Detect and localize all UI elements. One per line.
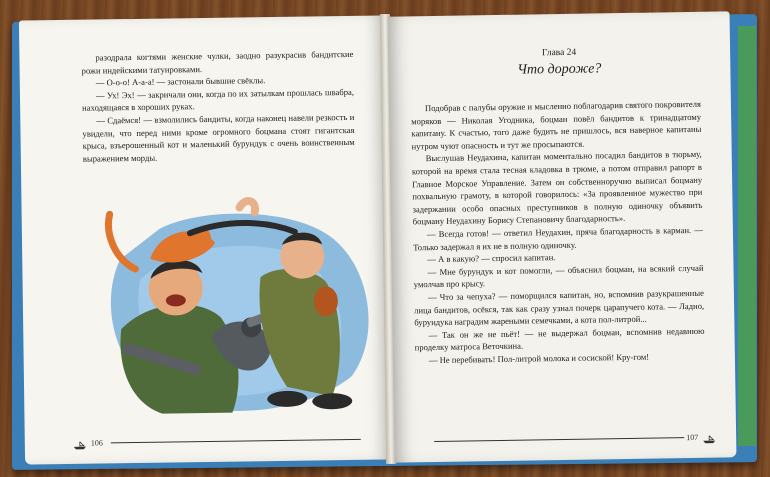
left-page-text	[81, 48, 355, 165]
paragraph: — Так он же не пьёт! — не выдержал боцман, вспомнив недавнюю проделку матроса Веточкина.	[414, 325, 705, 353]
ship-icon	[702, 435, 716, 444]
paragraph: — Ух! Эх! — закричали они, когда по их затылкам прошлась швабра, находящаяся в хороших руках.	[82, 86, 355, 114]
page-number: 106	[90, 438, 103, 448]
right-page	[388, 11, 737, 462]
illustration-bandits	[79, 186, 374, 426]
book-cover-edge	[738, 26, 756, 446]
paragraph: Подобрав с палубы оружие и мысленно поблагодарив святого покровителя моряков — Николая Угодника, боцман повёл бандитов к тринадцатому капитану. К счастью, того даже будить не пришлось, вся наверное капитаны нутром чуют опасность и тут же просыпаются.	[411, 98, 702, 152]
paragraph: — Мне бурундук и кот помогли, — объяснил боцман, на всякий случай умолчав про крысу.	[413, 262, 704, 290]
paragraph: — Что за чепуха? — поморщился капитан, но, вспомнив разукрашенные лица бандитов, осёкся, так как сразу узнал почерк царапучего кота. — Ладно, бурундука наградим жареными семечками, а кота пол-литрой...	[414, 287, 705, 328]
paragraph: — Не перебивать! Пол-литрой молока и сосиской! Кру-гом!	[428, 351, 650, 365]
footer-rule	[111, 439, 361, 443]
left-page	[19, 15, 391, 464]
right-page-text	[411, 98, 705, 367]
paragraph: — Сдаёмся! — взмолились бандиты, когда наконец навели резкость и увидели, что перед ними кроме огромного боцмана стоят гигантская крыса, взъерошенный кот и маленький бурундук с очень воинственным выражением морды.	[82, 111, 355, 164]
paragraph: — О-о-о! А-а-а! — застонали бывшие свёклы.	[95, 75, 266, 88]
footer-rule	[434, 437, 684, 442]
paragraph: — Всегда готов! — ответил Неудахин, пряча благодарность в карман. — Только задержал я их не в полную одиночку.	[413, 224, 703, 252]
paragraph: Выслушав Неудахина, капитан моментально посадил бандитов в тюрьму, которой на время стала тесная кладовка в трюме, а потом отправил рапорт в Главное Морское Управление. Затем он собственноручно выписал боцману похвальную грамоту, в которой говорилось: «За проявленное мужество при задержании особо опасных преступников в полную одиночку объявить боцману Неудахину Борису Степановичу благодарность».	[411, 149, 703, 227]
paragraph: разодрала когтями женские чулки, заодно разукрасив бандитские рожи индейскими татуировками.	[81, 48, 354, 76]
paragraph: — А в какую? — спросил капитан.	[427, 252, 556, 265]
chapter-number: Глава 24	[541, 47, 577, 59]
page-number: 107	[686, 432, 699, 443]
ship-icon	[73, 441, 87, 450]
chapter-title: Что дороже?	[517, 61, 602, 78]
